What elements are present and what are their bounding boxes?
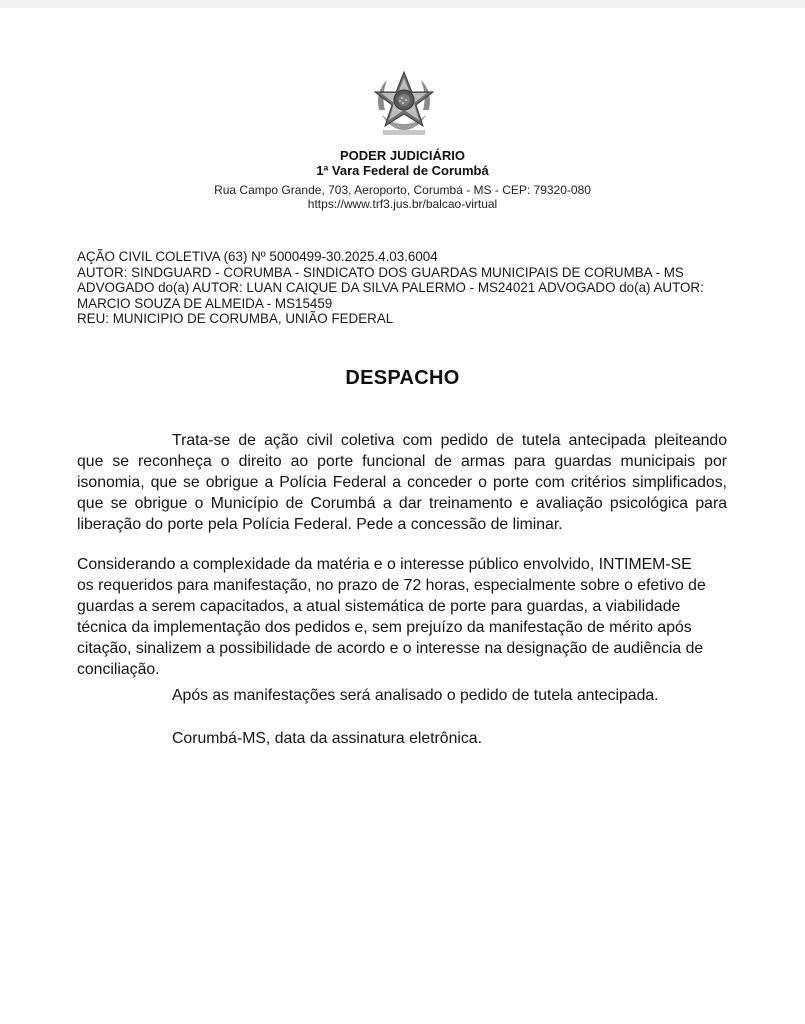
paragraph-1 bbox=[77, 430, 727, 535]
case-lawyers-line-cont: MARCIO SOUZA DE ALMEIDA - MS15459 bbox=[77, 295, 333, 311]
paragraph-3: Após as manifestações será analisado o pedido de tutela antecipada. bbox=[172, 687, 659, 704]
paragraph-2 bbox=[77, 554, 727, 680]
paragraph-line: técnica da implementação dos pedidos e, sem prejuízo da manifestação de mérito após bbox=[77, 619, 692, 636]
case-lawyers-line: ADVOGADO do(a) AUTOR: LUAN CAIQUE DA SILVA PALERMO - MS24021 ADVOGADO do(a) AUTOR: bbox=[77, 280, 704, 296]
paragraph-line: que se obrigue o Município de Corumbá a dar treinamento e avaliação psicológica para bbox=[77, 495, 727, 512]
coat-of-arms-icon bbox=[371, 70, 437, 138]
paragraph-line: Considerando a complexidade da matéria e o interesse público envolvido, INTIMEM-SE bbox=[77, 556, 692, 573]
document-title: DESPACHO bbox=[345, 367, 460, 389]
closing-line: Corumbá-MS, data da assinatura eletrônica. bbox=[172, 730, 482, 747]
paragraph-line: os requeridos para manifestação, no prazo de 72 horas, especialmente sobre o efetivo de bbox=[77, 577, 706, 594]
court-address: Rua Campo Grande, 703, Aeroporto, Corumbá - MS - CEP: 79320-080 bbox=[214, 183, 591, 197]
paragraph-line: liberação do porte pela Polícia Federal. Pede a concessão de liminar. bbox=[77, 516, 563, 533]
court-name: 1ª Vara Federal de Corumbá bbox=[316, 163, 489, 178]
paragraph-line: que se reconheça o direito ao porte funcional de armas para guardas municipais por bbox=[77, 453, 727, 470]
institution-name: PODER JUDICIÁRIO bbox=[340, 148, 465, 163]
case-defendant-line: REU: MUNICIPIO DE CORUMBA, UNIÃO FEDERAL bbox=[77, 311, 394, 327]
case-plaintiff-line: AUTOR: SINDGUARD - CORUMBA - SINDICATO DOS GUARDAS MUNICIPAIS DE CORUMBA - MS bbox=[77, 264, 684, 280]
paragraph-line: isonomia, que se obrigue a Polícia Federal a conceder o porte com critérios simplificados, bbox=[77, 474, 727, 491]
top-bar bbox=[0, 0, 805, 8]
case-number-line: AÇÃO CIVIL COLETIVA (63) Nº 5000499-30.2025.4.03.6004 bbox=[77, 249, 438, 264]
court-website[interactable]: https://www.trf3.jus.br/balcao-virtual bbox=[307, 197, 498, 211]
case-caption bbox=[77, 249, 704, 327]
paragraph-line: conciliação. bbox=[77, 661, 160, 678]
paragraph-line: citação, sinalizem a possibilidade de acordo e o interesse na designação de audiência de bbox=[77, 640, 704, 657]
paragraph-line: Trata-se de ação civil coletiva com pedido de tutela antecipada pleiteando bbox=[172, 432, 727, 449]
paragraph-line: guardas a serem capacitados, a atual sistemática de porte para guardas, a viabilidade bbox=[77, 598, 681, 615]
